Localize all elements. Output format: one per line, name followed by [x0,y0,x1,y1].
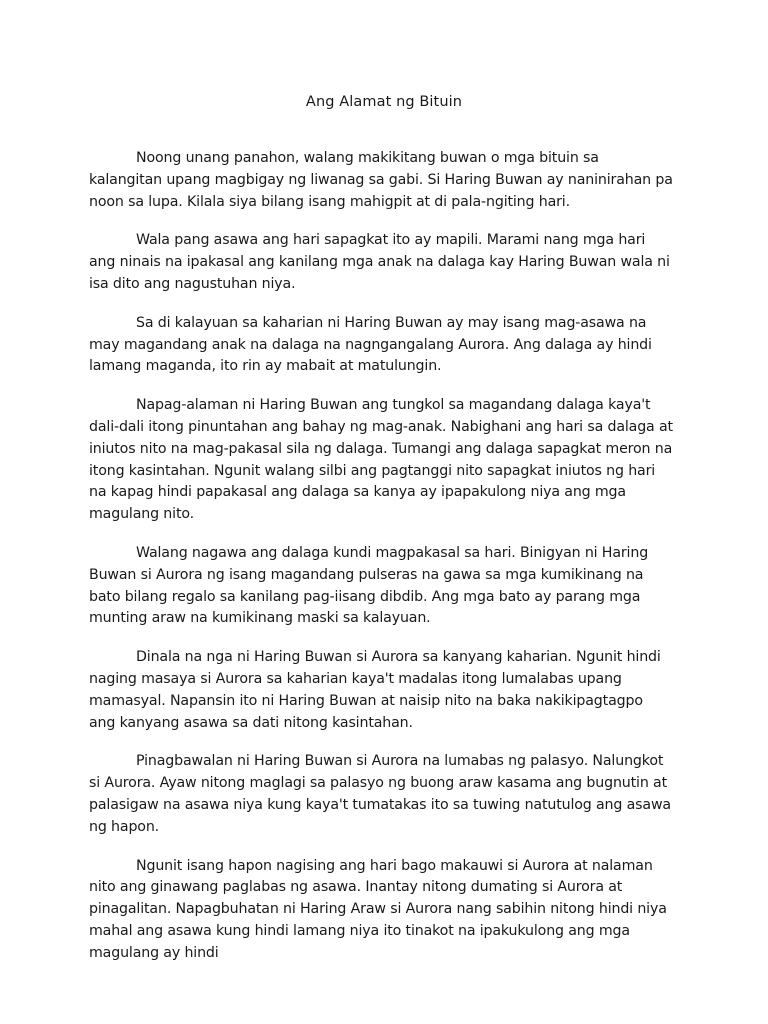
paragraph-6: Dinala na nga ni Haring Buwan si Aurora sa kanyang kaharian. Ngunit hindi naging masaya si Aurora sa kaharian kaya't madalas itong lumalabas upang mamasyal. Napansin ito ni Haring Buwan at naisip nito na baka nakikipagtagpo ang kanyang asawa sa dati nitong kasintahan. [89,649,661,731]
paragraph-1: Noong unang panahon, walang makikitang buwan o mga bituin sa kalangitan upang magbigay ng liwanag sa gabi. Si Haring Buwan ay naninirahan pa noon sa lupa. Kilala siya bilang isang mahigpit at di pala-ngiting hari. [89,150,673,210]
paragraph-5: Walang nagawa ang dalaga kundi magpakasal sa hari. Binigyan ni Haring Buwan si Aurora ng isang magandang pulseras na gawa sa mga kumikinang na bato bilang regalo sa kanilang pag-iisang dibdib. Ang mga bato ay parang mga munting araw na kumikinang maski sa kalayuan. [89,544,649,627]
document-title: Ang Alamat ng Bituin [305,94,463,110]
paragraph-7: Pinagbawalan ni Haring Buwan si Aurora na lumabas ng palasyo. Nalungkot si Aurora. Ayaw nitong maglagi sa palasyo ng buong araw kasama ang bugnutin at palasigaw na asawa niya kung kaya't tumatakas ito sa tuwing natutulog ang asawa ng hapon. [89,753,671,835]
paragraph-4: Napag-alaman ni Haring Buwan ang tungkol sa magandang dalaga kaya't dali-dali itong pinuntahan ang bahay ng mag-anak. Nabighani ang hari sa dalaga at iniutos nito na mag-pakasal sila ng dalaga. Tumangi ang dalaga sapagkat meron na itong kasintahan. Ngunit walang silbi ang pagtanggi nito sapagkat iniutos ng hari na kapag hindi papakasal ang dalaga sa kanya ay ipapakulong niya ang mga magulang nito. [89,397,673,523]
paragraph-2: Wala pang asawa ang hari sapagkat ito ay mapili. Marami nang mga hari ang ninais na ipakasal ang kanilang mga anak na dalaga kay Haring Buwan wala ni isa dito ang nagustuhan niya. [89,232,670,292]
document-body [89,148,673,982]
paragraph-8: Ngunit isang hapon nagising ang hari bago makauwi si Aurora at nalaman nito ang ginawang paglabas ng asawa. Inantay nitong dumating si Aurora at pinagalitan. Napagbuhatan ni Haring Araw si Aurora nang sabihin nitong hindi niya mahal ang asawa kung hindi lamang niya ito tinakot na ipakukulong ang mga magulang ay hindi [89,857,667,961]
paragraph-3: Sa di kalayuan sa kaharian ni Haring Buwan ay may isang mag-asawa na may magandang anak na dalaga na nagngangalang Aurora. Ang dalaga ay hindi lamang maganda, ito rin ay mabait at matulungin. [89,314,652,375]
